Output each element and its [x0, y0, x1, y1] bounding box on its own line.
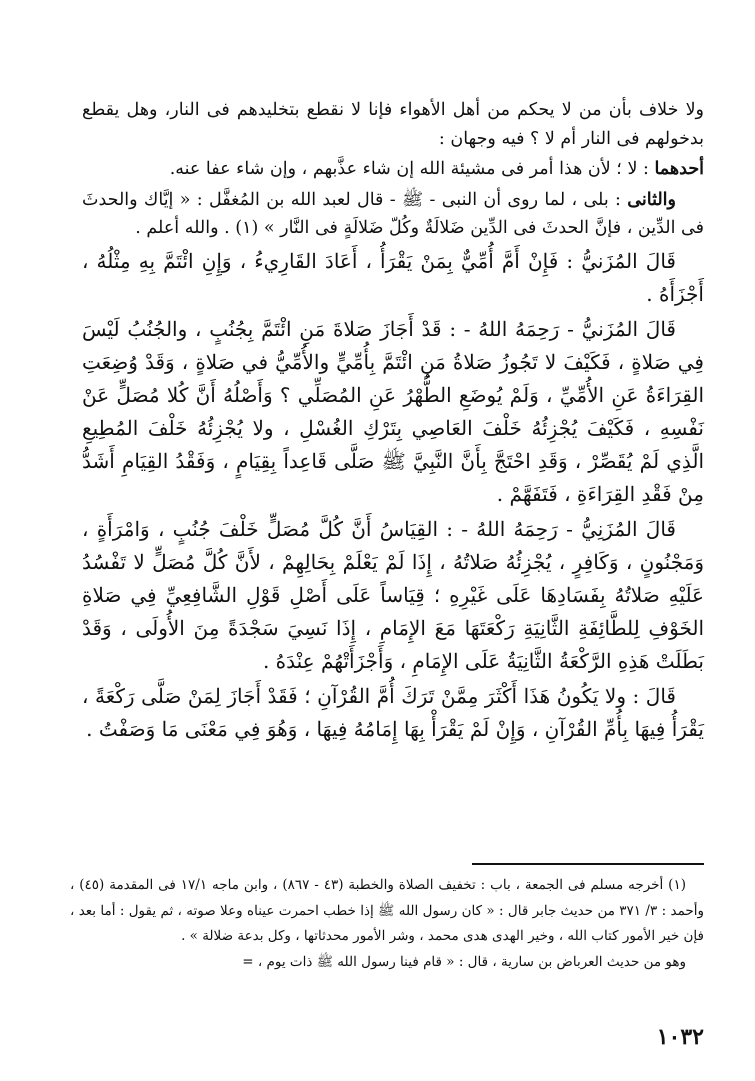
footnotes	[70, 873, 704, 975]
paragraph-text: : بلى ، لما روى أن النبى - ﷺ - قال لعبد الله بن المُغفَّل : « إيَّاك والحدثَ فى الدِّين ، فإنَّ الحدثَ فى الدِّين ضَلالَةٌ وكُلّ ضَلالَةٍ فى النَّار » (١) . والله أعلم .	[82, 189, 704, 238]
page-number: ١٠٣٢	[656, 1024, 704, 1050]
paragraph-text: ولا خلاف بأن من لا يحكم من أهل الأهواء فإنا لا نقطع بتخليدهم فى النار، وهل يقطع بدخولهم فى النار أم لا ؟ فيه وجهان :	[82, 100, 704, 149]
paragraph-5	[82, 313, 704, 511]
paragraph-4	[82, 245, 704, 311]
footnote-continuation: وهو من حديث العرباض بن سارية ، قال : « قام فينا رسول الله ﷺ ذات يوم ، =	[242, 953, 686, 970]
paragraph-3	[82, 186, 704, 243]
paragraph-text: قَالَ المُزَنِيُّ - رَحِمَهُ اللهُ - : القِيَاسُ أَنَّ كُلَّ مُصَلٍّ خَلْفَ جُنُبٍ ، وَامْرَأَةٍ ، وَمَجْنُونٍ ، وَكَافِرٍ ، يُجْزِئُهُ صَلاتُهُ ، إِذَا لَمْ يَعْلَمْ بِحَالِهِمْ ، لأَنَّ كُلَّ مُصَلٍّ لا تَفْسُدُ عَلَيْهِ صَلاتُهُ بِفَسَادِهَا عَلَى غَيْرِهِ ؛ قِيَاساً عَلَى أَصْلِ قَوْلِ الشَّافِعِيِّ فِي صَلاةِ الخَوْفِ لِلطَّائِفَةِ الثَّانِيَةِ رَكْعَتَهَا مَعَ الإِمَامِ ، إِذَا نَسِيَ سَجْدَةً مِنَ الأُولَى ، وَقَدْ بَطَلَتْ هَذِهِ الرَّكْعَةُ الثَّانِيَةُ عَلَى الإِمَامِ ، وَأَجْزَأَتْهُمْ عِنْدَهُ .	[82, 516, 704, 673]
footnote-1: (١) أخرجه مسلم فى الجمعة ، باب : تخفيف الصلاة والخطبة (٤٣ - ٨٦٧) ، وابن ماجه ١٧/١ فى المقدمة (٤٥) ، وأحمد : ٣/ ٣٧١ من حديث جابر قال : « كان رسول الله ﷺ إذا خطب احمرت عيناه وعلا صوته ، ثم يقول : أما بعد ، فإن خير الأمور كتاب الله ، وخير الهدى هدى محمد ، وشر الأمور محدثاتها ، وكل بدعة ضلالة » .	[70, 877, 704, 944]
paragraph-text: قَالَ المُزَنيُّ : فَإِنْ أَمَّ أُمِّيٌّ بِمَنْ يَقْرَأُ ، أَعَادَ القَارِيءُ ، وَإِنِ ائْتَمَّ بِهِ مِثْلُهُ ، أَجْزَأَهُ .	[82, 248, 704, 306]
paragraph-1	[82, 96, 704, 153]
paragraph-text: : لا ؛ لأن هذا أمر فى مشيئة الله إن شاء عذَّبهم ، وإن شاء عفا عنه.	[169, 159, 655, 179]
paragraph-text: قَالَ المُزَنيُّ - رَحِمَهُ اللهُ - : قَدْ أَجَازَ صَلاةَ مَنِ ائْتَمَّ بِجُنُبٍ ، والجُنُبُ لَيْسَ فِي صَلاةٍ ، فَكَيْفَ لا تَجُوزُ صَلاةُ مَنِ ائْتَمَّ بِأُمِّيٍّ والأُمِّيُّ في صَلاةٍ ، وَقَدْ وُضِعَتِ القِرَاءَةُ عَنِ الأُمِّيِّ ، وَلَمْ يُوضَعِ الطُّهْرُ عَنِ المُصَلِّي ؟ وَأَصْلُهُ أَنَّ كُلا مُصَلٍّ عَنْ نَفْسِهِ ، فَكَيْفَ يُجْزِئُهُ خَلْفَ العَاصِي بِتَرْكِ الغُسْلِ ، ولا يُجْزِئُهُ خَلْفَ المُطِيعِ الَّذِي لَمْ يُقَصِّرْ ، وَقَدِ احْتَجَّ بِأَنَّ النَّبِيَّ ﷺ صَلَّى قَاعِداً بِقِيَامٍ ، وَفَقْدُ القِيَامِ أَشَدُّ مِنْ فَقْدِ القِرَاءَةِ ، فَتَفَهَّمْ .	[82, 316, 704, 506]
paragraph-2	[82, 155, 704, 184]
main-text	[82, 96, 704, 748]
paragraph-lead: أحدهما	[654, 159, 704, 179]
paragraph-text: قَالَ : ولا يَكُونُ هَذَا أَكْثَرَ مِمَّنْ تَرَكَ أُمَّ القُرْآنِ ؛ فَقَدْ أَجَازَ لِمَنْ صَلَّى رَكْعَةً ، يَقْرَأُ فِيهَا بِأُمِّ القُرْآنِ ، وَإِنْ لَمْ يَقْرَأْ بِهَا إِمَامُهُ فِيهَا ، وَهُوَ فِي مَعْنَى مَا وَصَفْتُ .	[82, 683, 704, 741]
paragraph-lead: والثانى	[627, 189, 676, 210]
paragraph-7	[82, 680, 704, 746]
footnote-divider	[472, 863, 704, 865]
paragraph-6	[82, 513, 704, 678]
